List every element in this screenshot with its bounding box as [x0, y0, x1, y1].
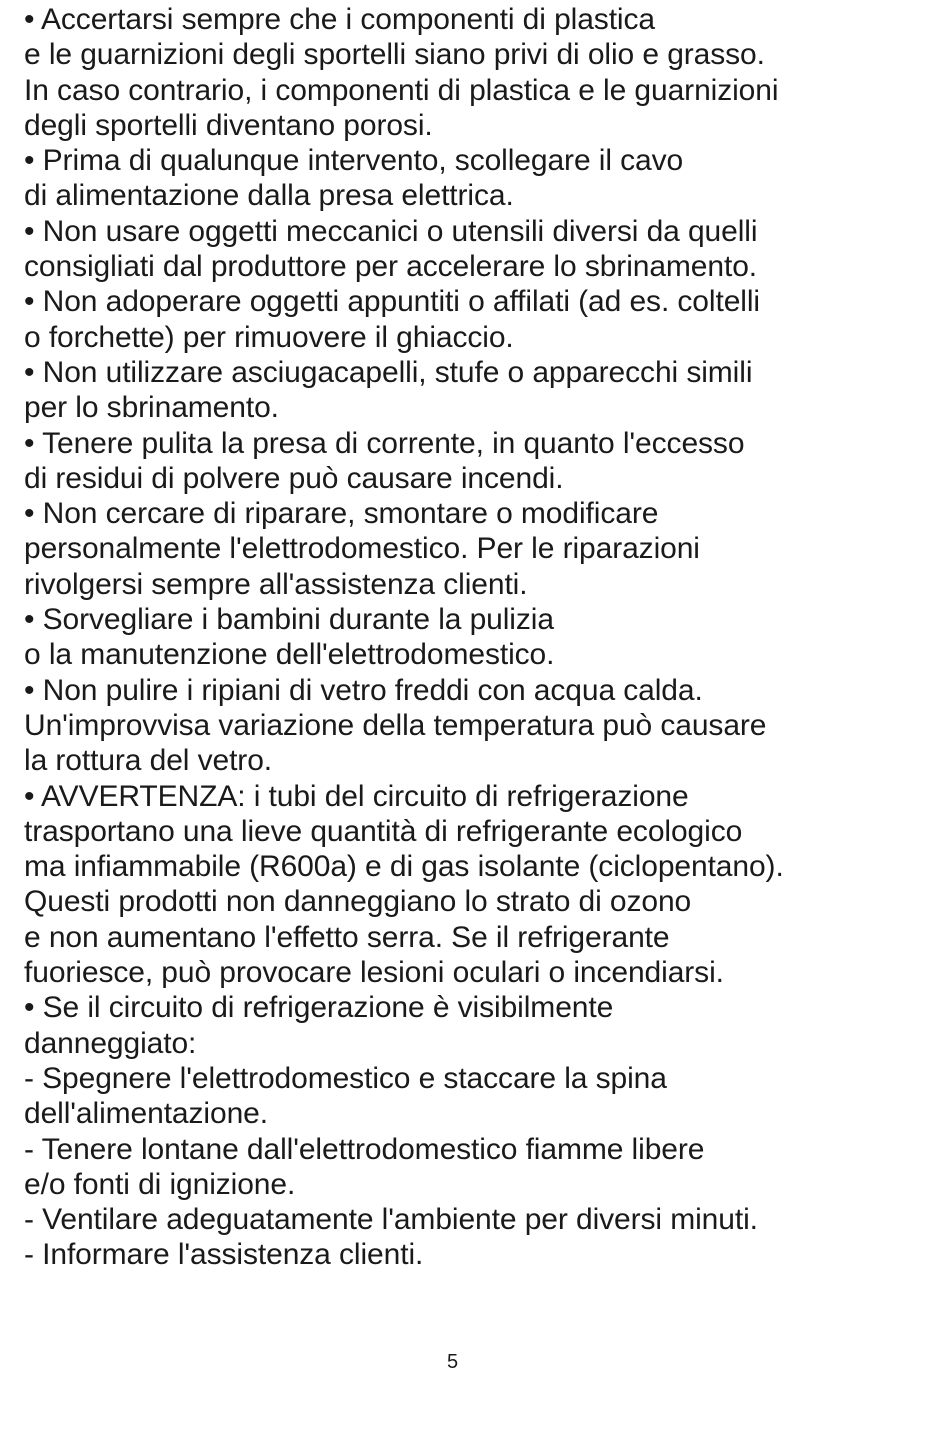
text-line: • Se il circuito di refrigerazione è visibilmente — [24, 991, 614, 1025]
text-line: • Sorvegliare i bambini durante la pulizia — [24, 603, 554, 637]
text-line: In caso contrario, i componenti di plastica e le guarnizioni — [24, 73, 779, 107]
text-line: Questi prodotti non danneggiano lo strato di ozono — [24, 885, 692, 919]
text-line: di alimentazione dalla presa elettrica. — [24, 179, 514, 213]
document-body — [24, 2, 929, 1273]
text-line: • Non pulire i ripiani di vetro freddi con acqua calda. — [24, 673, 703, 707]
text-line: Un'improvvisa variazione della temperatura può causare — [24, 708, 767, 742]
text-line: • Non adoperare oggetti appuntiti o affilati (ad es. coltelli — [24, 285, 760, 319]
text-line: - Informare l'assistenza clienti. — [24, 1238, 424, 1272]
text-line: degli sportelli diventano porosi. — [24, 108, 433, 142]
text-line: • Tenere pulita la presa di corrente, in quanto l'eccesso — [24, 426, 745, 460]
text-line: • Non utilizzare asciugacapelli, stufe o apparecchi simili — [24, 355, 753, 389]
text-line: o forchette) per rimuovere il ghiaccio. — [24, 320, 514, 354]
text-line: la rottura del vetro. — [24, 744, 273, 778]
text-line: personalmente l'elettrodomestico. Per le riparazioni — [24, 532, 700, 566]
text-line: consigliati dal produttore per accelerare lo sbrinamento. — [24, 250, 758, 284]
text-line: • Non usare oggetti meccanici o utensili diversi da quelli — [24, 214, 758, 248]
page-number: 5 — [446, 1351, 459, 1373]
text-line: ma infiammabile (R600a) e di gas isolante (ciclopentano). — [24, 850, 784, 884]
text-line: - Spegnere l'elettrodomestico e staccare la spina — [24, 1061, 667, 1095]
text-line: e/o fonti di ignizione. — [24, 1167, 296, 1201]
text-line: • Non cercare di riparare, smontare o modificare — [24, 497, 659, 531]
text-line: • Accertarsi sempre che i componenti di plastica — [24, 3, 655, 36]
text-line: danneggiato: — [24, 1026, 197, 1060]
text-line: e non aumentano l'effetto serra. Se il refrigerante — [24, 920, 670, 954]
text-line: - Ventilare adeguatamente l'ambiente per diversi minuti. — [24, 1203, 758, 1237]
text-line: e le guarnizioni degli sportelli siano privi di olio e grasso. — [24, 38, 765, 72]
text-line: rivolgersi sempre all'assistenza clienti. — [24, 567, 528, 601]
text-line: per lo sbrinamento. — [24, 391, 279, 425]
text-line: fuoriesce, può provocare lesioni oculari o incendiarsi. — [24, 956, 724, 990]
text-line: di residui di polvere può causare incendi. — [24, 461, 564, 495]
text-line: • AVVERTENZA: i tubi del circuito di refrigerazione — [24, 779, 689, 813]
text-line: o la manutenzione dell'elettrodomestico. — [24, 638, 555, 672]
text-line: dell'alimentazione. — [24, 1097, 268, 1131]
text-line: • Prima di qualunque intervento, scollegare il cavo — [24, 144, 684, 178]
text-line: trasportano una lieve quantità di refrigerante ecologico — [24, 814, 743, 848]
text-line: - Tenere lontane dall'elettrodomestico fiamme libere — [24, 1132, 705, 1166]
